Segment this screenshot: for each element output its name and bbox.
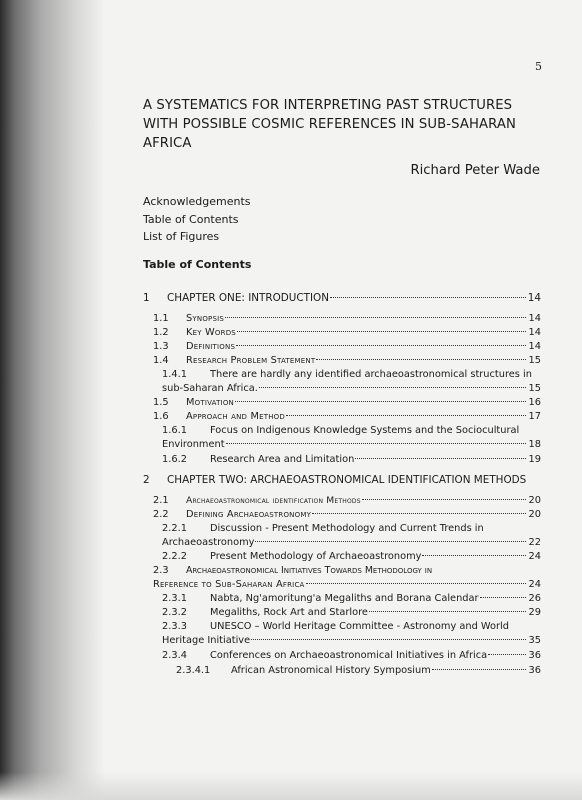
toc-chapter-entry[interactable] (143, 292, 541, 305)
toc-page-number: 35 (528, 635, 541, 646)
toc-page-number: 20 (528, 495, 541, 506)
toc-heading: Table of Contents (143, 258, 252, 271)
toc-leader-dots (251, 639, 526, 640)
toc-leader-dots (316, 359, 526, 360)
toc-number: 1.6 (153, 411, 169, 422)
toc-label: Archaeoastronomy (162, 537, 255, 548)
toc-page-number: 15 (528, 355, 541, 366)
toc-number: 2 (143, 474, 150, 486)
toc-label: Focus on Indigenous Knowledge Systems and the Sociocultural (210, 425, 520, 436)
author-name: Richard Peter Wade (410, 163, 540, 178)
toc-label: Definitions (186, 341, 236, 352)
toc-entry[interactable] (153, 578, 541, 591)
toc-number: 2.3 (153, 565, 169, 576)
toc-label: Nabta, Ng'amoritung'a Megaliths and Borana Calendar (210, 593, 479, 604)
front-matter-item[interactable]: Table of Contents (143, 212, 239, 226)
toc-label: Defining Archaeoastronomy (186, 509, 312, 520)
toc-number: 1.3 (153, 341, 169, 352)
toc-page-number: 24 (528, 551, 541, 562)
document-title: A SYSTEMATICS FOR INTERPRETING PAST STRUCTURES WITH POSSIBLE COSMIC REFERENCES IN SUB-SAHARAN AFRICA (143, 98, 516, 151)
toc-number: 1.2 (153, 327, 169, 338)
toc-number: 2.1 (153, 495, 169, 506)
toc-label: Discussion - Present Methodology and Current Trends in (210, 523, 484, 534)
toc-entry[interactable] (162, 438, 541, 451)
toc-number: 2.3.3 (162, 621, 187, 632)
toc-label: Archaeoastronomical Initiatives Towards Methodology in (186, 565, 433, 576)
toc-label: Research Area and Limitation (210, 454, 355, 465)
toc-page-number: 29 (528, 607, 541, 618)
toc-leader-dots (312, 513, 526, 514)
toc-number: 2.2 (153, 509, 169, 520)
toc-leader-dots (306, 583, 526, 584)
toc-label: sub-Saharan Africa. (162, 383, 258, 394)
toc-leader-dots (259, 387, 526, 388)
toc-leader-dots (362, 499, 526, 500)
toc-entry[interactable] (162, 550, 541, 563)
toc-label: Key Words (186, 327, 236, 338)
toc-page-number: 36 (528, 650, 541, 661)
toc-label: Conferences on Archaeoastronomical Initiatives in Africa (210, 650, 488, 661)
toc-number: 2.3.4.1 (176, 665, 211, 676)
toc-number: 1.4.1 (162, 369, 187, 380)
toc-leader-dots (422, 555, 526, 556)
toc-number: 2.2.1 (162, 523, 187, 534)
toc-label: Heritage Initiative (162, 635, 251, 646)
toc-number: 2.3.4 (162, 650, 187, 661)
toc-number: 1.6.2 (162, 454, 187, 465)
toc-entry-line[interactable] (162, 620, 509, 633)
toc-label: African Astronomical History Symposium (231, 665, 431, 676)
toc-leader-dots (480, 597, 526, 598)
toc-page-number: 26 (528, 593, 541, 604)
toc-entry[interactable] (162, 382, 541, 395)
toc-leader-dots (432, 669, 526, 670)
toc-label: UNESCO – World Heritage Committee - Astronomy and World (210, 621, 510, 632)
toc-leader-dots (330, 297, 526, 298)
toc-number: 1.5 (153, 397, 169, 408)
toc-label: CHAPTER ONE: INTRODUCTION (167, 292, 330, 304)
toc-entry[interactable] (153, 340, 541, 353)
toc-label: Megaliths, Rock Art and Starlore (210, 607, 368, 618)
toc-label: Approach and Method (186, 411, 285, 422)
toc-entry[interactable] (153, 354, 541, 367)
toc-page-number: 17 (528, 411, 541, 422)
toc-chapter-entry[interactable] (143, 474, 541, 487)
toc-leader-dots (225, 317, 526, 318)
toc-label: Present Methodology of Archaeoastronomy (210, 551, 422, 562)
toc-page-number: 14 (527, 292, 541, 304)
toc-page-number: 14 (528, 341, 541, 352)
toc-entry[interactable] (153, 508, 541, 521)
toc-page-number: 19 (528, 454, 541, 465)
toc-number: 1.6.1 (162, 425, 187, 436)
toc-page-number: 18 (528, 439, 541, 450)
toc-entry[interactable] (153, 396, 541, 409)
toc-page-number: 14 (528, 327, 541, 338)
toc-leader-dots (369, 611, 526, 612)
toc-label: Synopsis (186, 313, 225, 324)
toc-leader-dots (488, 654, 526, 655)
toc-entry-line[interactable] (162, 424, 519, 437)
toc-label: Research Problem Statement (186, 355, 316, 366)
toc-entry[interactable] (162, 536, 541, 549)
toc-entry[interactable] (153, 410, 541, 423)
front-matter-item[interactable]: List of Figures (143, 230, 220, 243)
toc-leader-dots (236, 345, 526, 346)
toc-entry[interactable] (153, 326, 541, 339)
toc-entry-line[interactable] (153, 564, 432, 577)
toc-label: Motivation (186, 397, 234, 408)
toc-label: CHAPTER TWO: ARCHAEOASTRONOMICAL IDENTIFICATION METHODS (167, 474, 527, 486)
page-number: 5 (535, 60, 542, 73)
toc-number: 2.3.1 (162, 593, 187, 604)
toc-label: Reference to Sub-Saharan Africa (153, 579, 305, 590)
toc-number: 2.3.2 (162, 607, 187, 618)
toc-leader-dots (355, 458, 526, 459)
toc-entry-line[interactable] (162, 368, 532, 381)
toc-number: 2.2.2 (162, 551, 187, 562)
toc-leader-dots (255, 541, 526, 542)
toc-page-number: 24 (528, 579, 541, 590)
toc-entry[interactable] (153, 312, 541, 325)
toc-number: 1.1 (153, 313, 169, 324)
toc-entry[interactable] (176, 664, 541, 677)
toc-leader-dots (237, 331, 526, 332)
toc-page-number: 22 (528, 537, 541, 548)
toc-entry[interactable] (162, 592, 541, 605)
toc-page-number: 16 (528, 397, 541, 408)
toc-entry-line[interactable] (162, 522, 484, 535)
front-matter-item[interactable]: Acknowledgements (143, 195, 251, 208)
toc-entry[interactable] (153, 494, 541, 507)
toc-label: There are hardly any identified archaeoastronomical structures in (210, 369, 532, 380)
toc-leader-dots (286, 415, 526, 416)
toc-entry[interactable] (162, 606, 541, 619)
toc-number: 1.4 (153, 355, 169, 366)
toc-entry[interactable] (162, 634, 541, 647)
toc-page-number: 36 (528, 665, 541, 676)
toc-label: Archaeoastronomical identification Methods (186, 495, 361, 506)
toc-label: Environment (162, 439, 225, 450)
toc-entry[interactable] (162, 453, 541, 466)
toc-leader-dots (226, 443, 526, 444)
toc-page-number: 15 (528, 383, 541, 394)
toc-page-number: 14 (528, 313, 541, 324)
toc-leader-dots (235, 401, 526, 402)
toc-page-number: 20 (528, 509, 541, 520)
toc-entry[interactable] (162, 649, 541, 662)
toc-number: 1 (143, 292, 150, 304)
